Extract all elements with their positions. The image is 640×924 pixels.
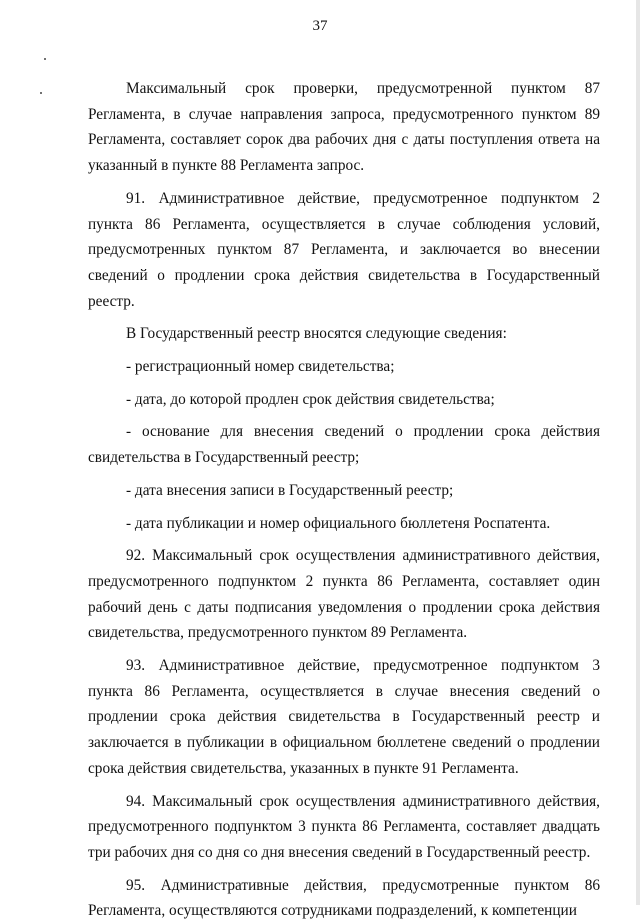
list-item: - дата, до которой продлен срок действия свидетельства; bbox=[126, 390, 495, 408]
page-number: 37 bbox=[312, 18, 328, 34]
paragraph-registry-intro: В Государственный реестр вносятся следующие сведения: bbox=[126, 325, 507, 343]
paragraph-94: 94. Максимальный срок осуществления административного действия, предусмотренного подпунктом 3 пункта 86 Регламента, составляет двадцать три рабочих дня со дня со дня внесения сведений в Государственный реестр. bbox=[88, 792, 600, 861]
paragraph-92: 92. Максимальный срок осуществления административного действия, предусмотренного подпунктом 2 пункта 86 Регламента, составляет один рабочий день с даты подписания уведомления о продлении срока действия свидетельства, предусмотренного пунктом 89 Регламента. bbox=[88, 547, 600, 642]
list-item: - дата внесения записи в Государственный реестр; bbox=[126, 481, 454, 499]
list-item: - дата публикации и номер официального бюллетеня Роспатента. bbox=[126, 514, 551, 532]
paragraph-91: 91. Административное действие, предусмотренное подпунктом 2 пункта 86 Регламента, осуществляется в случае соблюдения условий, предусмотренных пунктом 87 Регламента, и заключается во внесении сведений о продлении срока действия свидетельства в Государственный реестр. bbox=[88, 189, 600, 310]
paragraph-93: 93. Административное действие, предусмотренное подпунктом 3 пункта 86 Регламента, осуществляется в случае внесения сведений о продлении срока действия свидетельства в Государственный реестр и заключается в публикации в официальном бюллетене сведений о продлении срока действия свидетельства, указанных в пункте 91 Регламента. bbox=[88, 657, 600, 777]
paragraph: Максимальный срок проверки, предусмотренной пунктом 87 Регламента, в случае направления запроса, предусмотренного пунктом 89 Регламента, составляет сорок два рабочих дня с даты поступления ответа на указанный в пункте 88 Регламента запрос. bbox=[88, 80, 600, 175]
list-item: - регистрационный номер свидетельства; bbox=[126, 358, 395, 376]
list-item: - основание для внесения сведений о продлении срока действия свидетельства в Государственный реестр; bbox=[88, 423, 600, 467]
paragraph-95: 95. Административные действия, предусмотренные пунктом 86 Регламента, осуществляются сотрудниками подразделений, к компетенции bbox=[88, 876, 600, 920]
scan-edge-shadow bbox=[630, 0, 640, 905]
scan-speck bbox=[44, 58, 46, 60]
scan-speck bbox=[40, 92, 42, 94]
document-body bbox=[88, 76, 600, 924]
